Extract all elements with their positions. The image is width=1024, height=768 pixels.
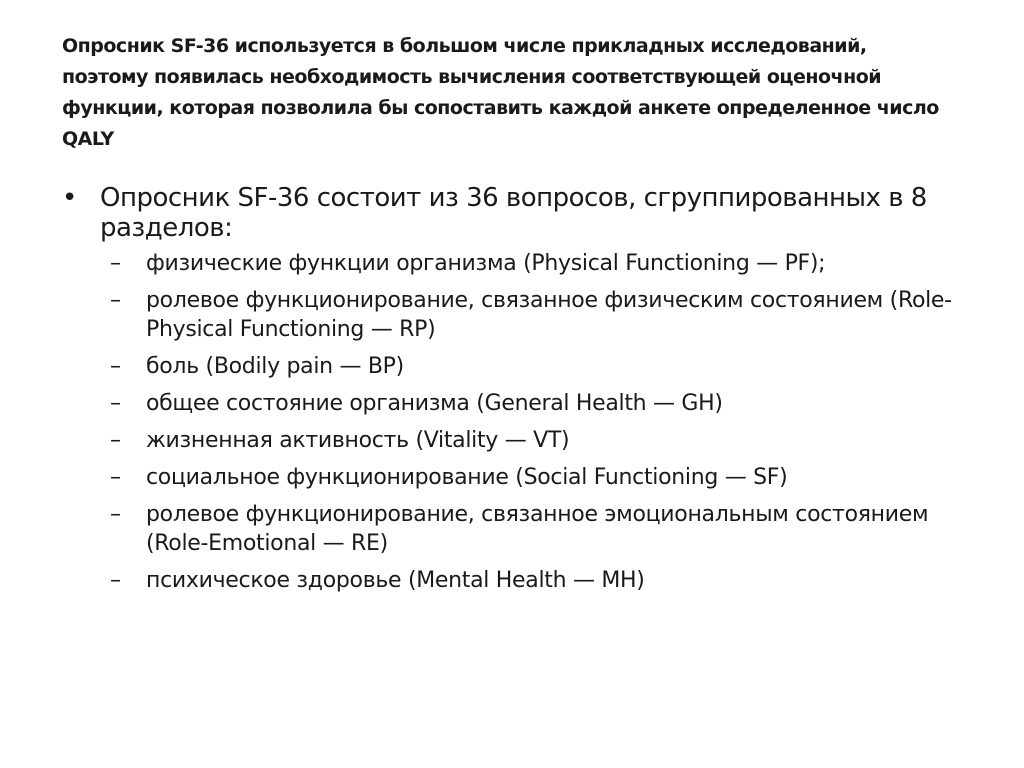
sub-item-text: жизненная активность (Vitality — VT): [146, 428, 570, 453]
sub-item-text: психическое здоровье (Mental Health — MH): [146, 568, 645, 593]
sub-item-rp: [100, 286, 962, 344]
sub-item-re: [100, 500, 962, 558]
bullet-icon: •: [62, 183, 77, 213]
dash-icon: –: [110, 568, 121, 593]
sub-item-vt: [100, 426, 962, 455]
sub-item-gh: [100, 389, 962, 418]
sub-item-pf: [100, 249, 962, 278]
sub-item-text: социальное функционирование (Social Functioning — SF): [146, 465, 788, 490]
sub-bullet-list: [100, 249, 962, 595]
sub-item-text: ролевое функционирование, связанное эмоциональным состоянием (Role-Emotional — RE): [146, 502, 929, 556]
dash-icon: –: [110, 502, 121, 527]
dash-icon: –: [110, 465, 121, 490]
dash-icon: –: [110, 428, 121, 453]
sub-item-text: боль (Bodily pain — BP): [146, 354, 404, 379]
dash-icon: –: [110, 251, 121, 276]
sub-item-text: ролевое функционирование, связанное физическим состоянием (Role-Physical Functioning — RP): [146, 288, 952, 342]
sub-item-mh: [100, 566, 962, 595]
dash-icon: –: [110, 354, 121, 379]
main-bullet-text: Опросник SF-36 состоит из 36 вопросов, сгруппированных в 8 разделов:: [100, 183, 927, 243]
sub-item-bp: [100, 352, 962, 381]
sub-item-text: общее состояние организма (General Health — GH): [146, 391, 723, 416]
slide-body-list: [62, 183, 962, 603]
slide-title: Опросник SF-36 используется в большом числе прикладных исследований, поэтому появилась необходимость вычисления соответствующей оценочной функции, которая позволила бы сопоставить каждой анкете определенное число QALY: [62, 35, 939, 150]
main-bullet-item: [62, 183, 962, 595]
sub-item-text: физические функции организма (Physical Functioning — PF);: [146, 251, 826, 276]
sub-item-sf: [100, 463, 962, 492]
dash-icon: –: [110, 288, 121, 313]
dash-icon: –: [110, 391, 121, 416]
